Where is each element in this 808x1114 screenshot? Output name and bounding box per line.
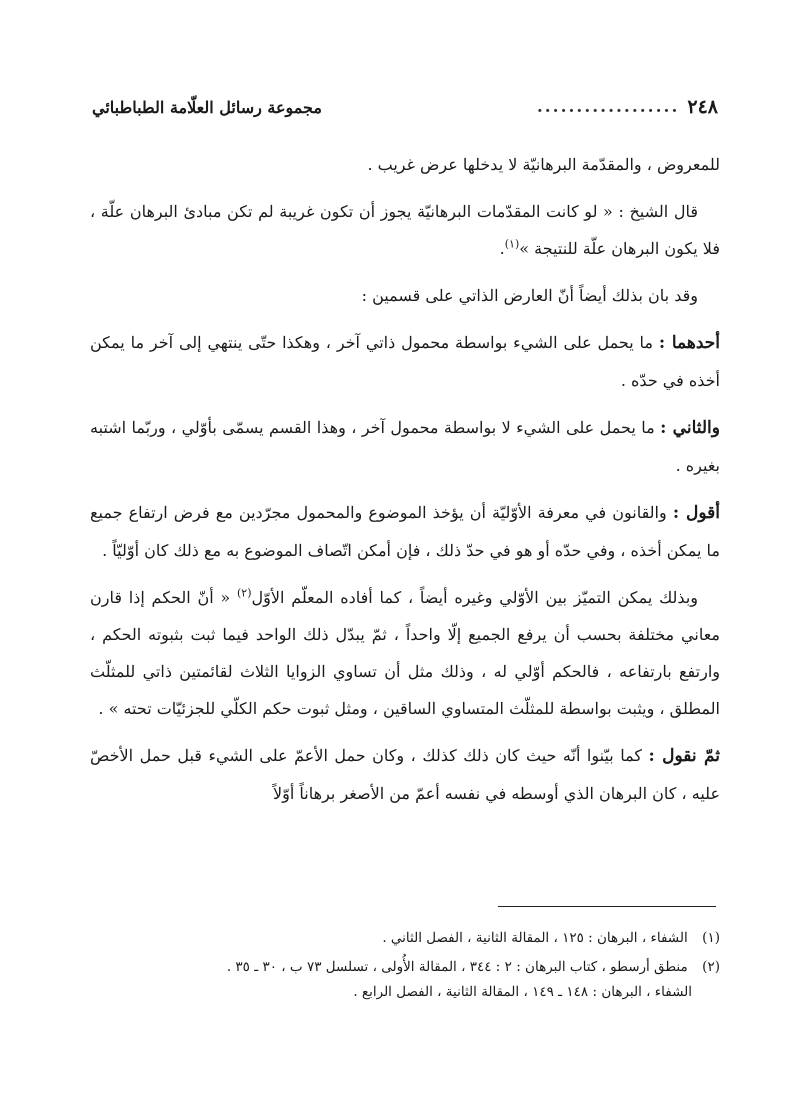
footnotes — [90, 926, 720, 1009]
footnote-divider — [498, 906, 716, 907]
paragraph-label: أحدهما : — [658, 333, 720, 353]
header-leader-dots: .................. — [536, 97, 680, 117]
paragraph: وبذلك يمكن التميّز بين الأوّلي وغيره أيضاً ، كما أفاده المعلّم الأوّل$^{(٢)}$ « أنّ الحكم إذا قارن معاني مختلفة بحسب أن يرفع الجميع إلّا واحداً ، ثمّ يبدّل ذلك الواحد فيما ثبت بثبوته الحكم ، وارتفع بارتفاعه ، فالحكم أوّلي له ، وذلك مثل أن تساوي الزوايا الثلاث لقائمتين ذاتي للمثلّث المطلق ، ويثبت بواسطة للمثلّث المتساوي الساقين ، ومثل ثبوت حكم الكلّي للجزئيّات تحته » . — [90, 586, 720, 718]
paragraph: أحدهما : ما يحمل على الشيء بواسطة محمول ذاتي آخر ، وهكذا حتّى ينتهي إلى آخر ما يمكن أخذه في حدّه . — [90, 333, 720, 390]
paragraph-label: والثاني : — [660, 418, 720, 438]
page-number: ٢٤٨ — [687, 96, 718, 118]
running-header — [92, 92, 718, 122]
footnote-text: منطق أرسطو ، كتاب البرهان : ٢ : ٣٤٤ ، المقالة الأُولى ، تسلسل ٧٣ ب ، ٣٠ ـ ٣٥ . — [226, 959, 688, 975]
footnote-ref-2[interactable]: (٢) — [237, 586, 252, 600]
footnote-2 — [90, 955, 720, 1005]
footnote-ref-1[interactable]: (١) — [504, 237, 520, 251]
paragraph: للمعروض ، والمقدّمة البرهانيّة لا يدخلها عرض غريب . — [367, 155, 720, 174]
footnote-number: (١) — [702, 930, 720, 946]
paragraph: قال الشيخ : « لو كانت المقدّمات البرهانيّة يجوز أن تكون غريبة لم تكن مبادئ البرهان علّة ، فلا يكون البرهان علّة للنتيجة »$^{(١)}$. — [90, 202, 720, 258]
paragraph: والثاني : ما يحمل على الشيء لا بواسطة محمول آخر ، وهذا القسم يسمّى بأوّلي ، وربّما اشتبه بغيره . — [90, 418, 720, 475]
paragraph: وقد بان بذلك أيضاً أنّ العارض الذاتي على قسمين : — [361, 286, 698, 305]
paragraph-label: ثمّ نقول : — [648, 746, 720, 766]
paragraph-label: أقول : — [672, 503, 720, 523]
footnote-text: الشفاء ، البرهان : ١٢٥ ، المقالة الثانية ، الفصل الثاني . — [382, 930, 688, 946]
main-text — [90, 146, 720, 822]
paragraph: ثمّ نقول : كما بيّنوا أنّه حيث كان ذلك كذلك ، وكان حمل الأعمّ على الشيء قبل حمل الأخصّ عليه ، كان البرهان الذي أوسطه في نفسه أعمّ من الأصغر برهاناً أوّلاً — [90, 746, 720, 803]
book-title: مجموعة رسائل العلّامة الطباطبائي — [92, 97, 322, 117]
footnote-continuation: الشفاء ، البرهان : ١٤٨ ـ ١٤٩ ، المقالة الثانية ، الفصل الرابع . — [353, 984, 692, 1000]
footnote-number: (٢) — [702, 959, 720, 975]
footnote-1 — [90, 926, 720, 951]
paragraph: أقول : والقانون في معرفة الأوّليّة أن يؤخذ الموضوع والمحمول مجرّدين مع فرض ارتفاع جميع ما يمكن أخذه ، وفي حدّه أو هو في حدّ ذلك ، فإن أمكن اتّصاف الموضوع به مع ذلك كان أوّليّاً . — [90, 503, 720, 560]
